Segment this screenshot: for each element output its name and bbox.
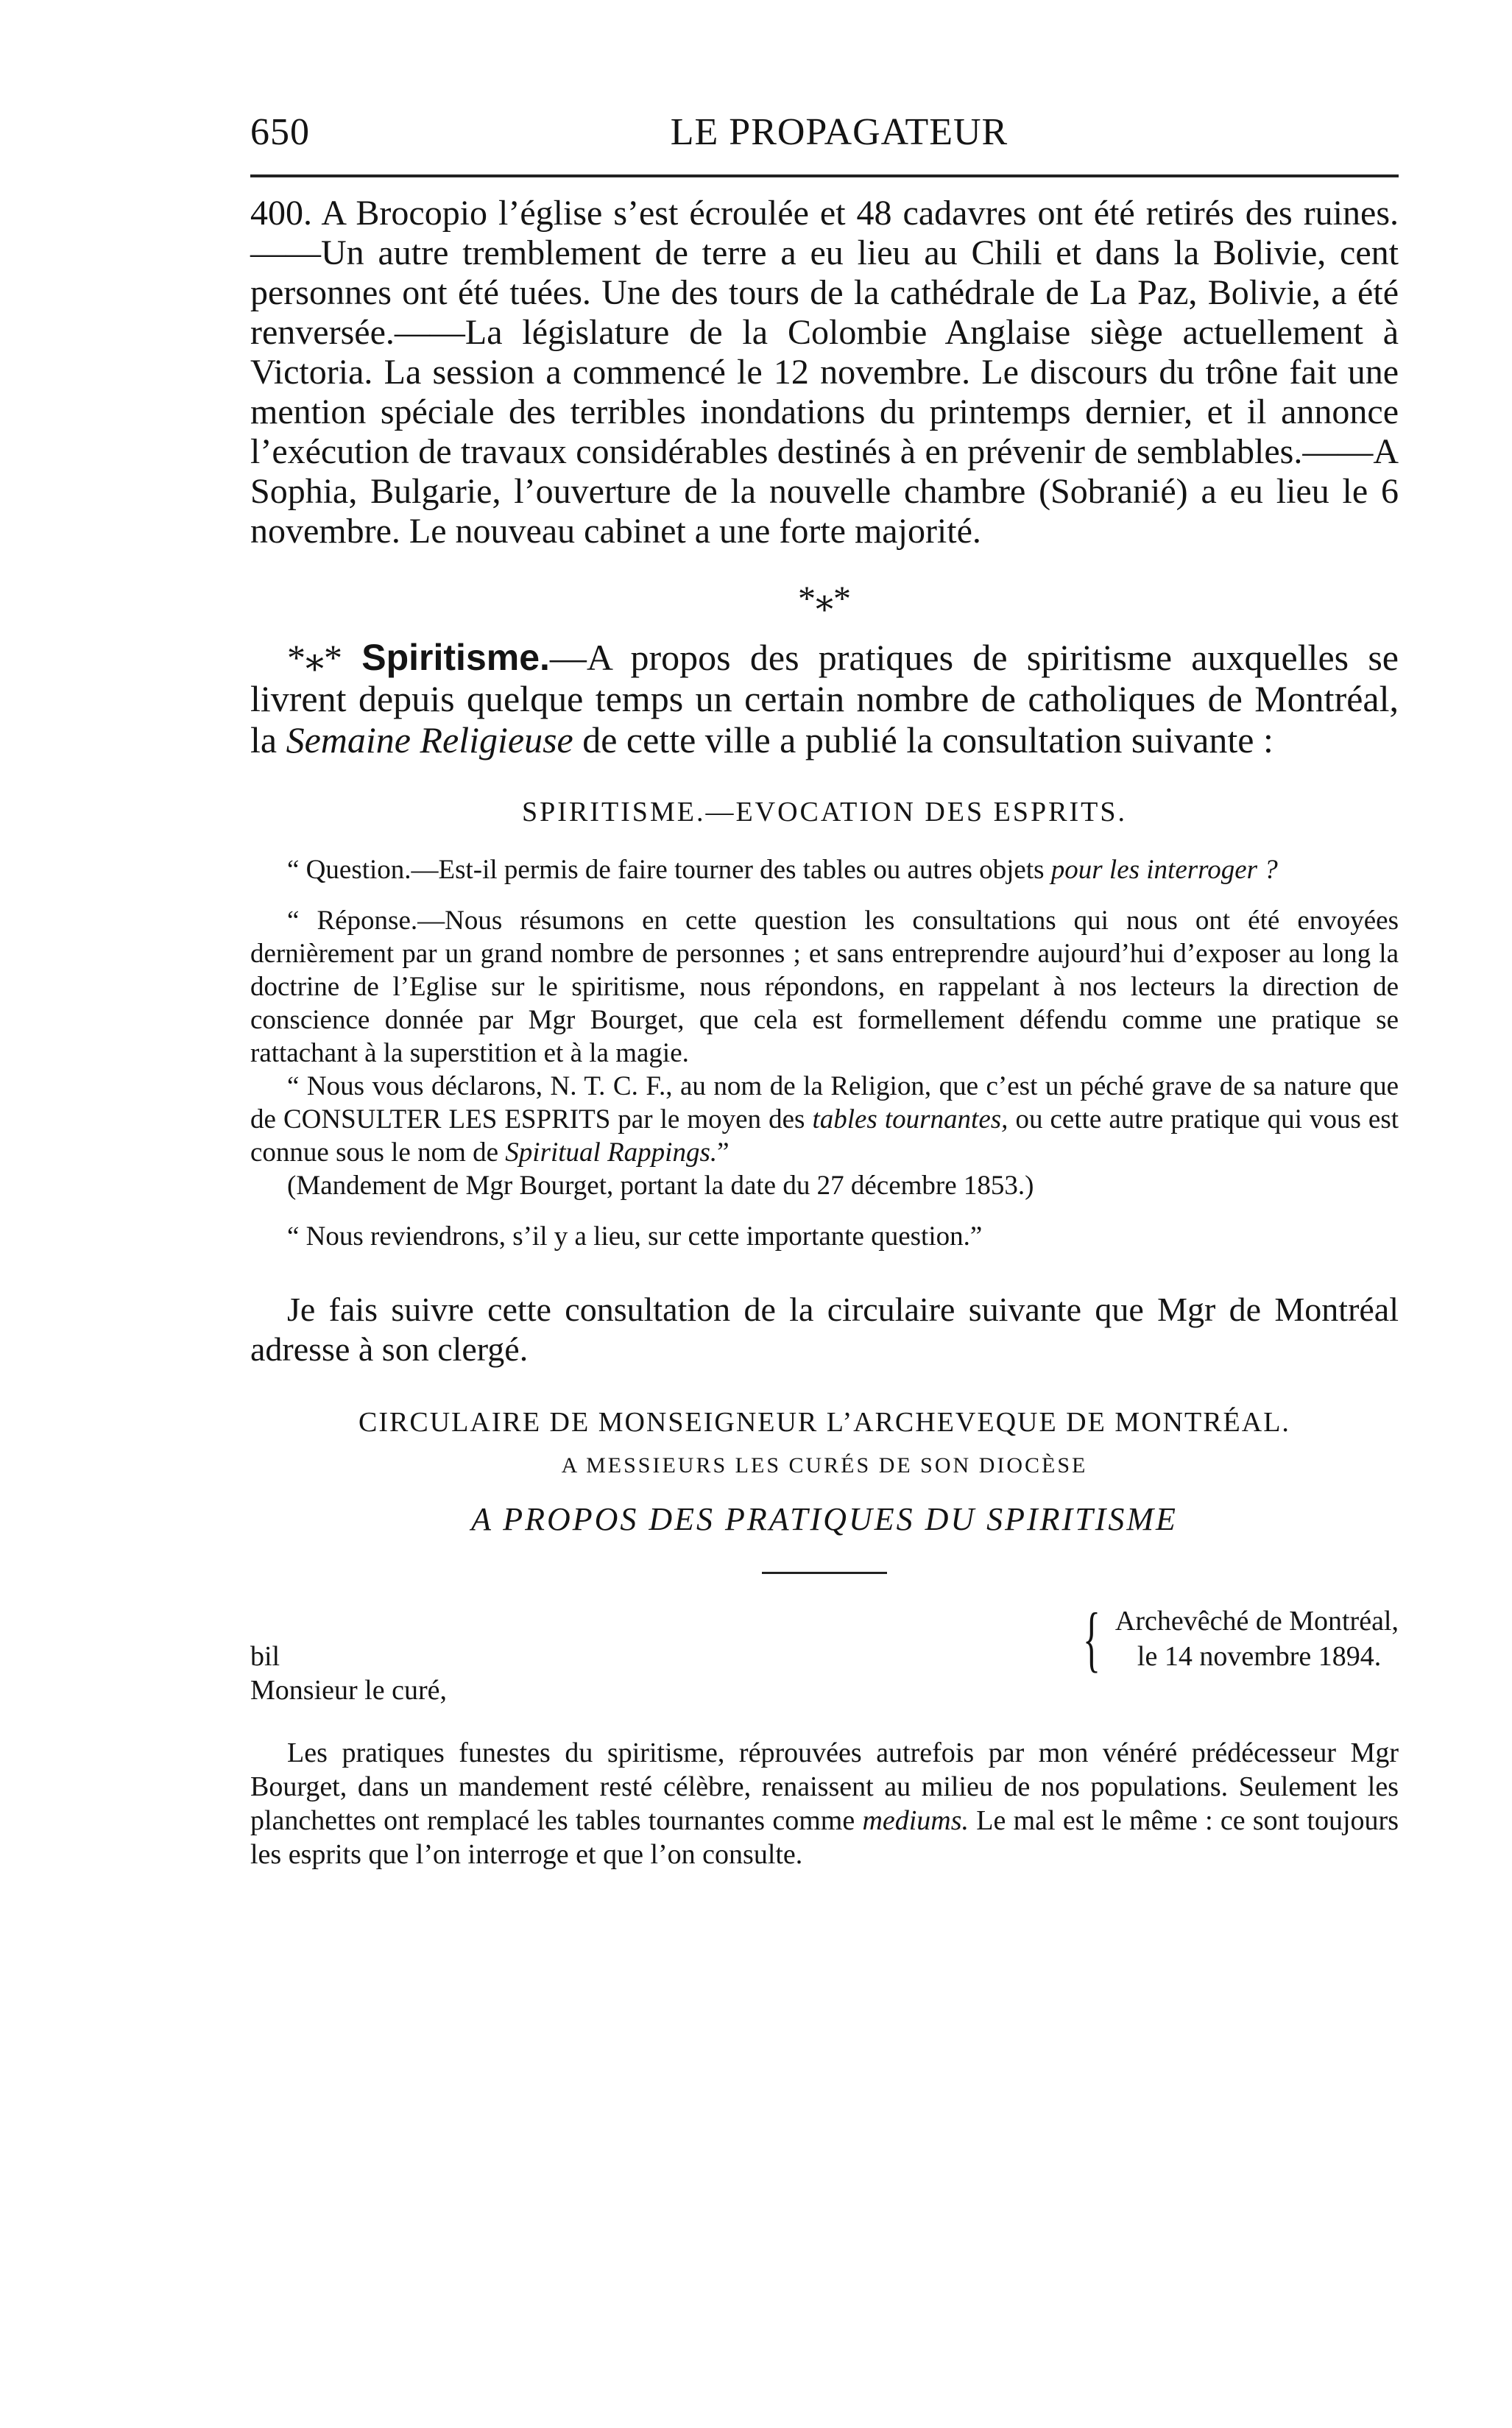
question-italic: pour les interroger ? [1050, 855, 1278, 885]
circular-body-italic: mediums. [862, 1805, 969, 1836]
circular-title: CIRCULAIRE DE MONSEIGNEUR L’ARCHEVEQUE DE MONTRÉAL. [358, 1407, 1290, 1438]
consultation-title: SPIRITISME.—EVOCATION DES ESPRITS. [522, 797, 1127, 827]
running-header [250, 110, 1399, 154]
section-heading: Spiritisme. [361, 637, 550, 678]
question-text: “ Question.—Est-il permis de faire tourner des tables ou autres objets [287, 855, 1051, 885]
circular-body-end: Le mal est le même : ce sont toujours les esprits que l’on interroge et que l’on consulte. [250, 1805, 1399, 1870]
circular-subject: A PROPOS DES PRATIQUES DU SPIRITISME [471, 1501, 1178, 1537]
publication-name: Semaine Religieuse [286, 719, 573, 760]
declaration-paragraph [250, 1070, 1399, 1169]
circular-body-text: Les pratiques funestes du spiritisme, réprouvées autrefois par mon vénéré prédécesseur Mgr Bourget, dans un mandement resté célèbre, renaissent au milieu de nos populations. Seulement les planchettes ont remplacé les tables tournantes comme [250, 1737, 1399, 1836]
date: le 14 novembre 1894. [1137, 1641, 1382, 1672]
page-number: 650 [250, 111, 310, 153]
declaration-end: ” [717, 1137, 729, 1168]
declaration-italic-1: tables tournantes, [812, 1104, 1008, 1134]
circular-body [250, 1736, 1399, 1871]
running-title: LE PROPAGATEUR [670, 111, 1008, 153]
intro-circular-paragraph: Je fais suivre cette consultation de la circulaire suivante que Mgr de Montréal adresse à son clergé. [250, 1291, 1399, 1368]
spiritisme-text-b: de cette ville a publié la consultation suivante : [573, 719, 1273, 760]
page [250, 110, 1399, 1871]
section-separator: *⁎* [798, 579, 851, 618]
place-date [1115, 1603, 1399, 1674]
brace-glyph: { [1082, 1598, 1101, 1679]
declaration-text-b: ou cette autre pratique qui vous est connue sous le nom de [250, 1104, 1399, 1168]
declaration-italic-2: Spiritual Rappings. [505, 1137, 718, 1168]
lead-mark: *⁎* [287, 637, 342, 678]
question-paragraph [250, 853, 1399, 886]
short-rule [762, 1572, 887, 1574]
circular-addressee: A MESSIEURS LES CURÉS DE SON DIOCÈSE [561, 1453, 1088, 1478]
dateline [250, 1598, 1399, 1679]
place-date-block [1074, 1598, 1399, 1679]
source-citation: (Mandement de Mgr Bourget, portant la date du 27 décembre 1853.) [287, 1171, 1034, 1201]
reponse-paragraph: “ Réponse.—Nous résumons en cette question les consultations qui nous ont été envoyées dernièrement par un grand nombre de personnes ; et sans entreprendre aujourd’hui d’exposer au long la doctrine de l’Eglise sur le spiritisme, nous répondons, en rappelant à nos lecteurs la direction de conscience donnée par Mgr Bourget, que cela est formellement défendu comme une pratique se rattachant à la superstition et à la magie. [250, 906, 1399, 1068]
news-paragraph: 400. A Brocopio l’église s’est écroulée et 48 cadavres ont été retirés des ruines.——Un autre tremblement de terre a eu lieu au Chili et dans la Bolivie, cent personnes ont été tuées. Une des tours de la cathédrale de La Paz, Bolivie, a été renversée.——La législature de la Colombie Anglaise siège actuellement à Victoria. La session a commencé le 12 novembre. Le discours du trône fait une mention spéciale des terribles inondations du printemps dernier, et il annonce l’exécution de travaux considérables destinés à en prévenir de semblables.——A Sophia, Bulgarie, l’ouverture de la nouvelle chambre (Sobranié) a eu lieu le 6 novembre. Le nouveau cabinet a une forte majorité. [250, 194, 1399, 551]
spiritisme-text-a: —A propos des pratiques de spiritisme auxquelles se livrent depuis quelque temps un certain nombre de catholiques de Montréal, la [250, 637, 1399, 760]
salutation: Monsieur le curé, [250, 1675, 447, 1706]
declaration-text-a: “ Nous vous déclarons, N. T. C. F., au nom de la Religion, que c’est un péché grave de sa nature que de CONSULTER LES ESPRITS par le moyen des [250, 1071, 1399, 1134]
header-rule [250, 174, 1399, 177]
margin-mark: bil [250, 1641, 280, 1672]
place: Archevêché de Montréal, [1114, 1606, 1399, 1637]
spiritisme-paragraph [250, 637, 1399, 760]
closing-paragraph: “ Nous reviendrons, s’il y a lieu, sur cette importante question.” [287, 1221, 983, 1252]
